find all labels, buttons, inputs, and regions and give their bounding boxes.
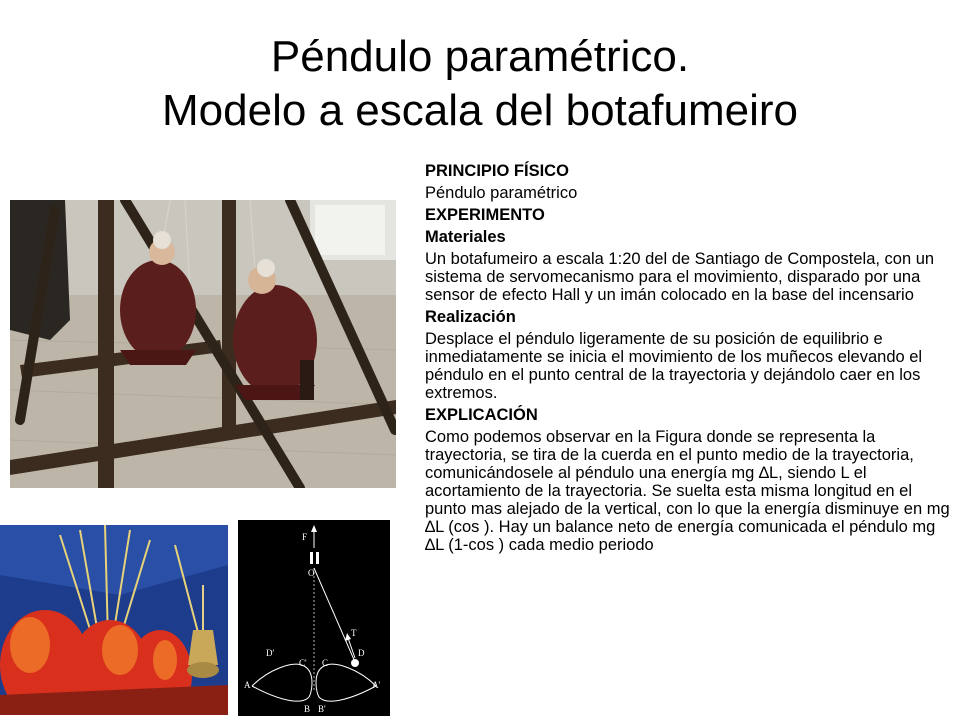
point-a: A [244, 680, 251, 690]
slide-title [0, 30, 960, 138]
point-b-prime: B' [318, 704, 326, 714]
materiales-heading: Materiales [425, 228, 506, 246]
title-line-2: Modelo a escala del botafumeiro [162, 86, 798, 135]
realizacion-text: Desplace el péndulo ligeramente de su posición de equilibrio e inmediatamente se inicia el movimiento de los muñecos elevando el péndulo en el punto central de la trayectoria y dejándolo caer en los extremos. [425, 330, 923, 402]
point-d: D [358, 648, 365, 658]
point-c: C [322, 658, 329, 668]
botafumeiro-painting [0, 525, 228, 715]
materiales-text: Un botafumeiro a escala 1:20 del de Santiago de Compostela, con un sistema de servomecanismo para el movimiento, disparado por una sensor de efecto Hall y un imán colocado en la base del incensario [425, 250, 935, 304]
point-d-prime: D' [266, 648, 275, 658]
realizacion-heading: Realización [425, 308, 516, 326]
principio-heading: PRINCIPIO FÍSICO [425, 162, 569, 180]
pendulum-trajectory-diagram [238, 520, 390, 716]
explicacion-text: Como podemos observar en la Figura donde se representa la trayectoria, se tira de la cuerda en el punto medio de la trayectoria, comunicándosele al péndulo una energía mg ∆L, siendo L el acortamiento de la trayectoria. Se suelta esta misma longitud en el punto mas alejado de la vertical, con lo que la energía disminuye en mg ∆L (cos ). Hay un balance neto de energía comunicada el péndulo mg ∆L (1-cos ) cada medio periodo [425, 428, 950, 554]
origin-label: O [308, 568, 315, 578]
content-column [425, 162, 950, 558]
force-label: F [302, 532, 308, 542]
explicacion-heading: EXPLICACIÓN [425, 406, 538, 424]
title-line-1: Péndulo paramétrico. [270, 32, 690, 81]
principio-text: Péndulo paramétrico [425, 184, 578, 202]
point-b: B [304, 704, 311, 714]
experimento-heading: EXPERIMENTO [425, 206, 545, 224]
point-a-prime: A' [372, 680, 381, 690]
puppets-pendulum-photo [10, 200, 396, 488]
point-c-prime: C' [299, 658, 307, 668]
tension-label: T [351, 628, 357, 638]
